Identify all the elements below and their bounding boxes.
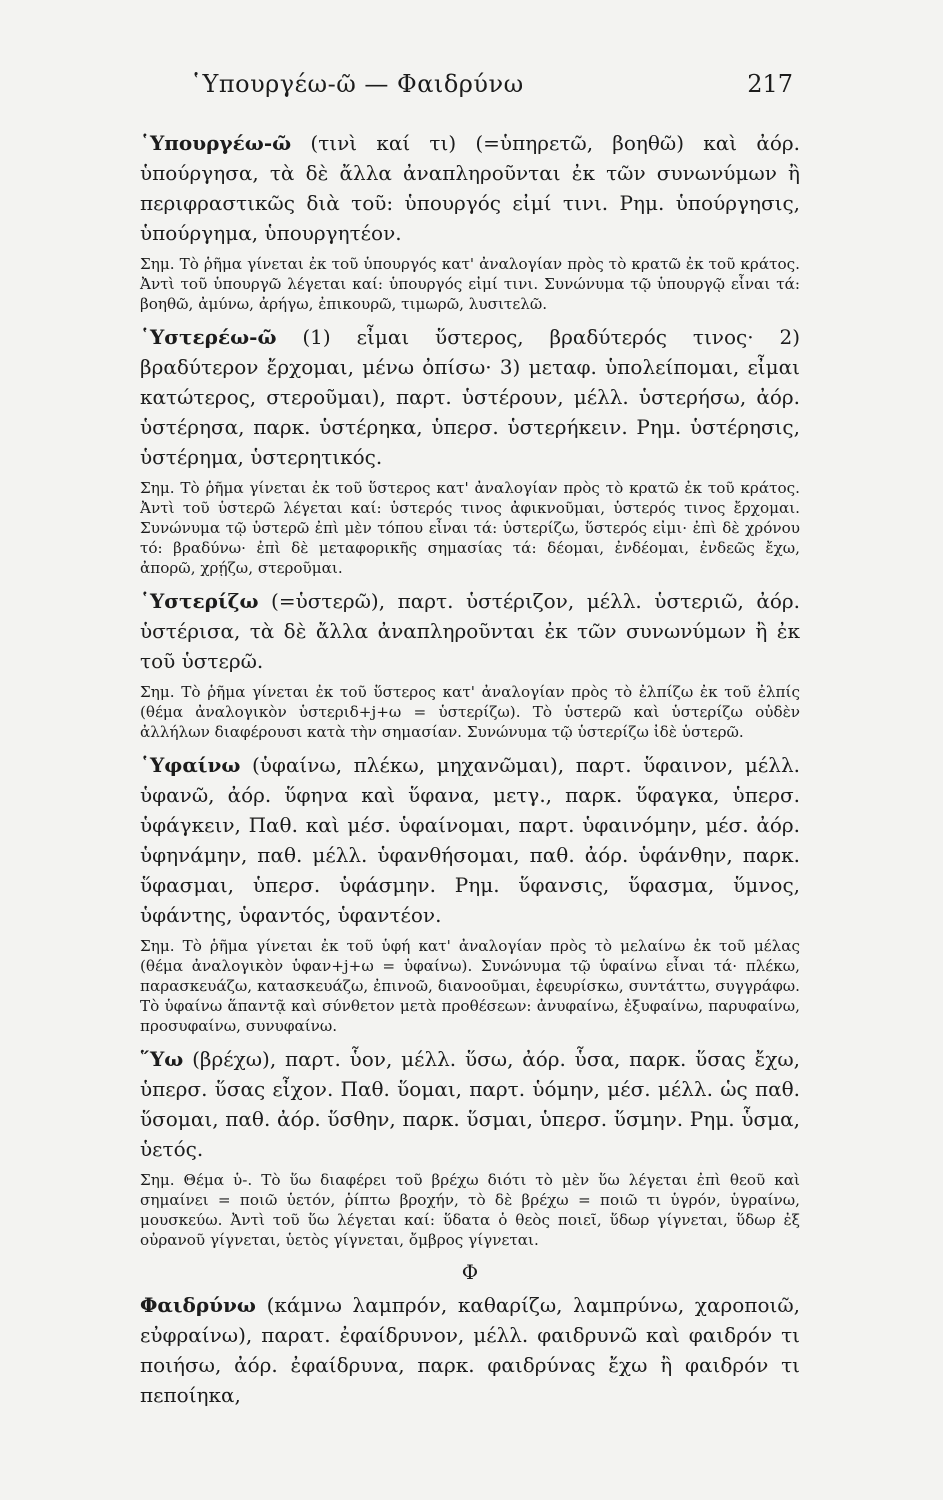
entry-ystereo: [140, 322, 800, 578]
entry-headword: ῾Υστερέω-ῶ: [140, 325, 277, 349]
entry-definition: (τινὶ καί τι) (=ὑπηρετῶ, βοηθῶ) καὶ ἀόρ. ὑπούργησα, τὰ δὲ ἄλλα ἀναπληροῦνται ἐκ τῶν συνωνύμων ἢ περιφραστικῶς διὰ τοῦ: ὑπουργός εἰμί τινι. Ρημ. ὑπούργησις, ὑπούργημα, ὑπουργητέον.: [140, 131, 800, 245]
section-letter-separator: Φ: [461, 1260, 479, 1284]
entry-main-text: [140, 750, 800, 930]
entry-main-text: [140, 1290, 800, 1410]
entry-main-text: [140, 1044, 800, 1164]
entry-main-text: [140, 128, 800, 248]
entry-headword: ῾Υστερίζω: [140, 589, 259, 613]
entry-ypourgeo: [140, 128, 800, 314]
entry-note: Σημ. Τὸ ῥῆμα γίνεται ἐκ τοῦ ὑφή κατ' ἀναλογίαν πρὸς τὸ μελαίνω ἐκ τοῦ μέλας (θέμα ἀναλογικὸν ὑφαν+j+ω = ὑφαίνω). Συνώνυμα τῷ ὑφαίνω εἶναι τά· πλέκω, παρασκευάζω, κατασκευάζω, ἐπινοῶ, διανοοῦμαι, ἐφευρίσκω, συντάττω, συγγράφω. Τὸ ὑφαίνω ἅπαντᾷ καὶ σύνθετον μετὰ προθέσεων: ἀνυφαίνω, ἐξυφαίνω, παρυφαίνω, προσυφαίνω, συνυφαίνω.: [140, 937, 800, 1035]
entry-note: Σημ. Τὸ ῥῆμα γίνεται ἐκ τοῦ ὕστερος κατ' ἀναλογίαν πρὸς τὸ ἐλπίζω ἐκ τοῦ ἐλπίς (θέμα ἀναλογικὸν ὑστεριδ+j+ω = ὑστερίζω). Τὸ ὑστερῶ καὶ ὑστερίζω οὐδὲν ἀλλήλων διαφέρουσι κατὰ τὴν σημασίαν. Συνώνυμα τῷ ὑστερίζω ἰδὲ ὑστερῶ.: [140, 683, 800, 741]
entry-note: Σημ. Τὸ ῥῆμα γίνεται ἐκ τοῦ ὕστερος κατ' ἀναλογίαν πρὸς τὸ κρατῶ ἐκ τοῦ κράτος. Ἀντὶ τοῦ ὑστερῶ λέγεται καί: ὑστερός τινος ἀφικνοῦμαι, ὑστερός τινος ἔρχομαι. Συνώνυμα τῷ ὑστερῶ ἐπὶ μὲν τόπου εἶναι τά: ὑστερίζω, ὕστερός εἰμι· ἐπὶ δὲ χρόνου τό: βραδύνω· ἐπὶ δὲ μεταφορικῆς σημασίας τά: δέομαι, ἐνδέομαι, ἐνδεῶς ἔχω, ἀπορῶ, χρῄζω, στεροῦμαι.: [140, 479, 800, 577]
entry-yfaino: [140, 750, 800, 1036]
header-title: ῾Υπουργέω-ῶ — Φαιδρύνω: [190, 70, 524, 98]
entry-ysterizo: [140, 586, 800, 742]
page-number: 217: [747, 70, 793, 98]
page-body: [140, 128, 800, 1410]
entry-headword: ῾Υπουργέω-ῶ: [140, 131, 292, 155]
entry-headword: ῾Υφαίνω: [140, 753, 241, 777]
entry-definition: (κάμνω λαμπρόν, καθαρίζω, λαμπρύνω, χαροποιῶ, εὐφραίνω), παρατ. ἐφαίδρυνον, μέλλ. φαιδρυνῶ καὶ φαιδρόν τι ποιήσω, ἀόρ. ἐφαίδρυνα, παρκ. φαιδρύνας ἔχω ἢ φαιδρόν τι πεποίηκα,: [140, 1293, 800, 1407]
entry-main-text: [140, 586, 800, 676]
entry-yo: [140, 1044, 800, 1250]
entry-headword: Φαιδρύνω: [140, 1293, 256, 1317]
entry-headword: ῞Υω: [140, 1047, 184, 1071]
entry-note: Σημ. Θέμα ὑ-. Τὸ ὕω διαφέρει τοῦ βρέχω διότι τὸ μὲν ὕω λέγεται ἐπὶ θεοῦ καὶ σημαίνει = ποιῶ ὑετόν, ῥίπτω βροχήν, τὸ δὲ βρέχω = ποιῶ τι ὑγρόν, ὑγραίνω, μουσκεύω. Ἀντὶ τοῦ ὕω λέγεται καί: ὕδατα ὁ θεὸς ποιεῖ, ὕδωρ γίγνεται, ὕδωρ ἐξ οὐρανοῦ γίγνεται, ὑετὸς γίγνεται, ὄμβρος γίγνεται.: [140, 1171, 800, 1249]
entry-definition: (ὑφαίνω, πλέκω, μηχανῶμαι), παρτ. ὕφαινον, μέλλ. ὑφανῶ, ἀόρ. ὕφηνα καὶ ὕφανα, μετγ., παρκ. ὕφαγκα, ὑπερσ. ὑφάγκειν, Παθ. καὶ μέσ. ὑφαίνομαι, παρτ. ὑφαινόμην, μέσ. ἀόρ. ὑφηνάμην, παθ. μέλλ. ὑφανθήσομαι, παθ. ἀόρ. ὑφάνθην, παρκ. ὕφασμαι, ὑπερσ. ὑφάσμην. Ρημ. ὕφανσις, ὕφασμα, ὕμνος, ὑφάντης, ὑφαντός, ὑφαντέον.: [140, 753, 800, 927]
entry-faidryno: [140, 1290, 800, 1410]
entry-main-text: [140, 322, 800, 472]
entry-definition: (βρέχω), παρτ. ὗον, μέλλ. ὕσω, ἀόρ. ὗσα, παρκ. ὕσας ἔχω, ὑπερσ. ὕσας εἶχον. Παθ. ὕομαι, παρτ. ὑόμην, μέσ. μέλλ. ὡς παθ. ὕσομαι, παθ. ἀόρ. ὕσθην, παρκ. ὕσμαι, ὑπερσ. ὕσμην. Ρημ. ὗσμα, ὑετός.: [140, 1047, 800, 1161]
entry-definition: (=ὑστερῶ), παρτ. ὑστέριζον, μέλλ. ὑστεριῶ, ἀόρ. ὑστέρισα, τὰ δὲ ἄλλα ἀναπληροῦνται ἐκ τῶν συνωνύμων ἢ ἐκ τοῦ ὑστερῶ.: [140, 589, 800, 673]
entry-definition: (1) εἶμαι ὕστερος, βραδύτερός τινος· 2) βραδύτερον ἔρχομαι, μένω ὀπίσω· 3) μεταφ. ὑπολείπομαι, εἶμαι κατώτερος, στεροῦμαι), παρτ. ὑστέρουν, μέλλ. ὑστερήσω, ἀόρ. ὑστέρησα, παρκ. ὑστέρηκα, ὑπερσ. ὑστερήκειν. Ρημ. ὑστέρησις, ὑστέρημα, ὑστερητικός.: [140, 325, 800, 469]
entry-note: Σημ. Τὸ ῥῆμα γίνεται ἐκ τοῦ ὑπουργός κατ' ἀναλογίαν πρὸς τὸ κρατῶ ἐκ τοῦ κράτος. Ἀντὶ τοῦ ὑπουργῶ λέγεται καί: ὑπουργός εἰμί τινι. Συνώνυμα τῷ ὑπουργῷ εἶναι τά: βοηθῶ, ἀμύνω, ἀρήγω, ἐπικουρῶ, τιμωρῶ, λυσιτελῶ.: [140, 255, 800, 313]
running-header: [0, 70, 943, 104]
